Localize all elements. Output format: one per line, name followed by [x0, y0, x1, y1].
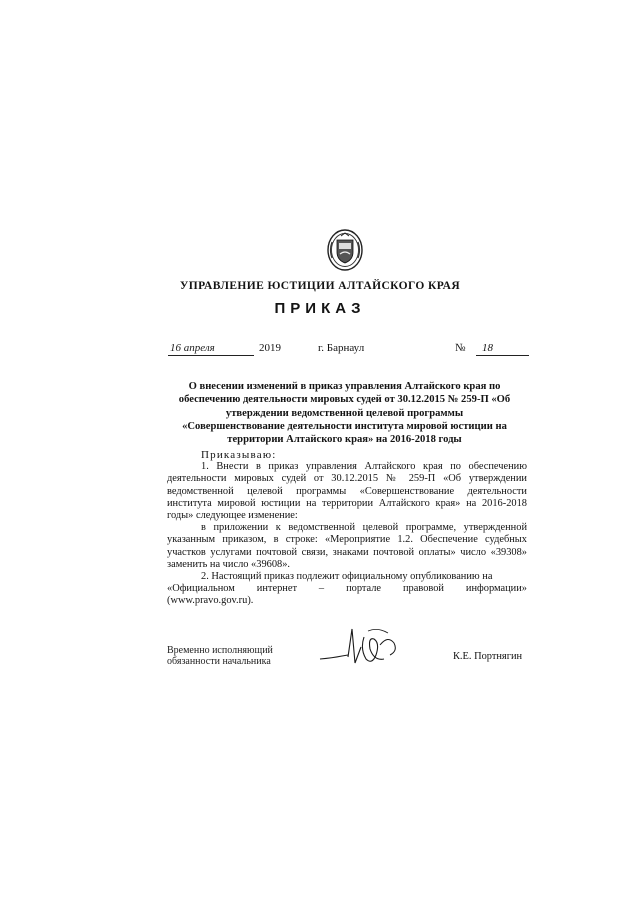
number-handwritten: 18 [482, 342, 493, 354]
subject-line: обеспечению деятельности мировых судей от 30.12.2015 № 259-П «Об [178, 394, 511, 406]
signer-name: К.Е. Портнягин [453, 651, 523, 662]
document-title: ПРИКАЗ [274, 300, 366, 317]
document-body [167, 449, 527, 608]
role-line: обязанности начальника [167, 656, 271, 667]
item-2-start: 2. Настоящий приказ подлежит официальному опубликованию на [201, 571, 493, 583]
number-label: № [455, 342, 466, 354]
item-2-portal-line: «Официальном интернет – портале правовой информации» [167, 583, 527, 595]
role-line: Временно исполняющий [167, 645, 273, 656]
document-subject [163, 380, 526, 446]
item-2-end: (www.pravo.gov.ru). [167, 595, 254, 607]
signatory-role [167, 645, 273, 667]
year: 2019 [259, 342, 281, 354]
subject-line: территории Алтайского края» на 2016-2018 годы [227, 434, 462, 446]
subject-line: утверждении ведомственной целевой программы [225, 407, 464, 419]
number-field [476, 342, 529, 356]
subject-line: О внесении изменений в приказ управления Алтайского края по [188, 381, 501, 392]
item-1: 1. Внести в приказ управления Алтайского края по обеспечению деятельности мировых судей от 30.12.2015 № 259-П «Об утверждении ведомственной целевой программы «Совершенствование деятельности института мировой юстиции на территории Алтайского края» на 2016-2018 годы» следующее изменение: [167, 461, 527, 522]
date-handwritten: 16 апреля [170, 342, 215, 354]
date-field [168, 342, 254, 356]
handwritten-signature [318, 625, 418, 669]
city: г. Барнаул [318, 342, 365, 354]
organization-name: УПРАВЛЕНИЕ ЮСТИЦИИ АЛТАЙСКОГО КРАЯ [179, 280, 461, 292]
decree-heading: Приказываю: [201, 449, 277, 461]
coat-of-arms-emblem [326, 228, 364, 272]
item-1-detail: в приложении к ведомственной целевой программе, утвержденной указанным приказом, в строке: «Мероприятие 1.2. Обеспечение судебных участков услугами почтовой связи, знаками почтовой оплаты» число «39308» заменить на число «39608». [167, 522, 527, 570]
subject-line: «Совершенствование деятельности института мировой юстиции на [182, 420, 507, 432]
